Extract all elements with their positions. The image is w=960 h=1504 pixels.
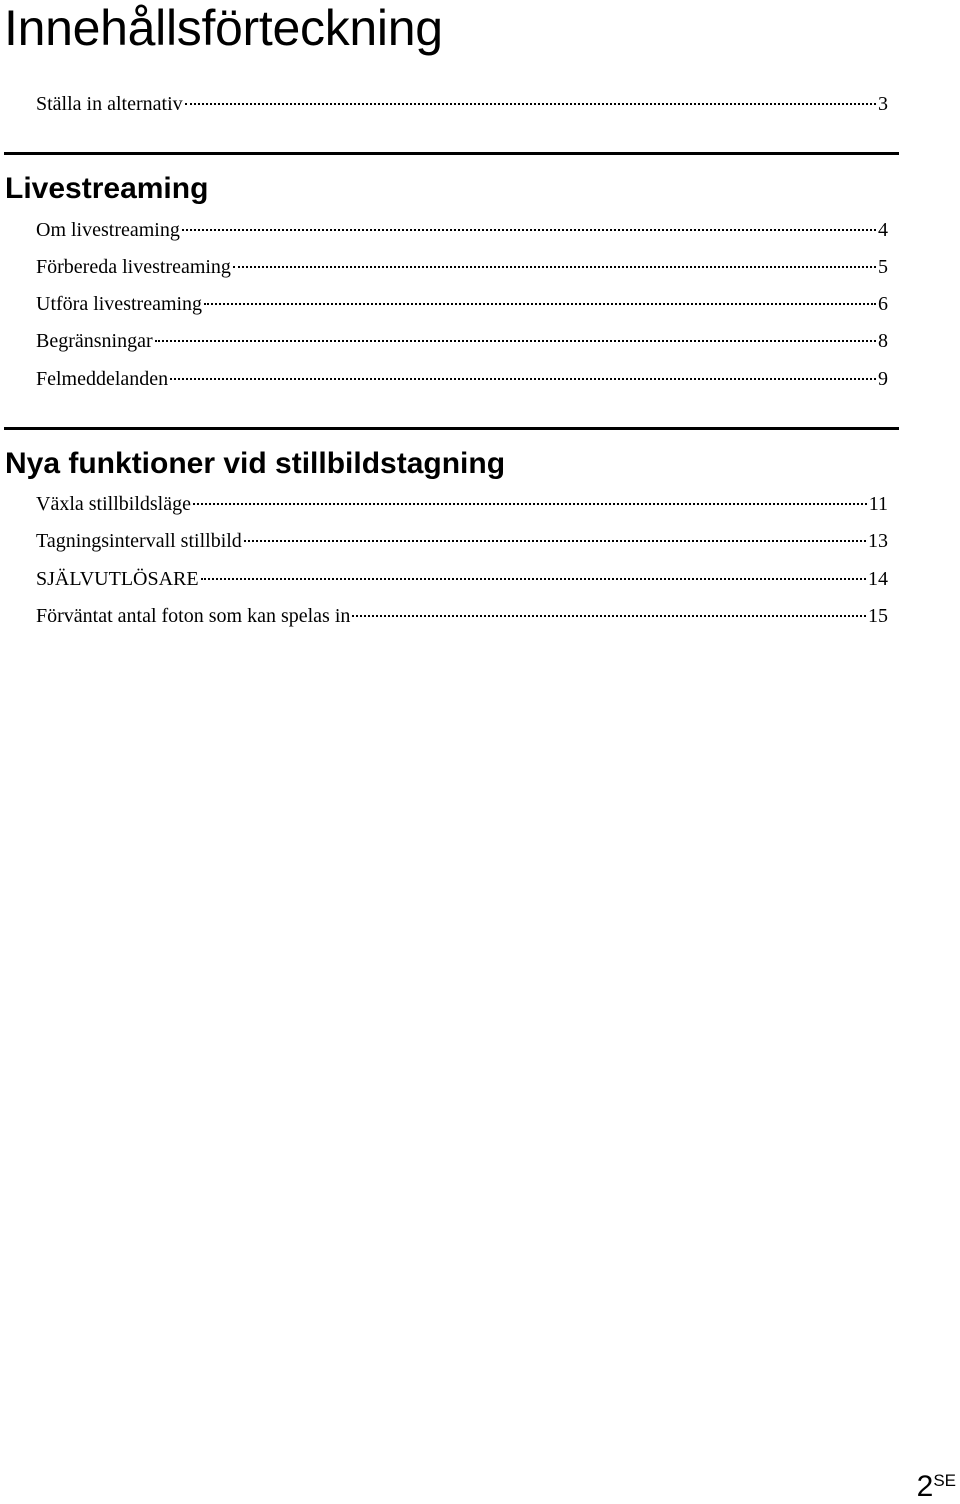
toc-entry-label: Förväntat antal foton som kan spelas in [36, 605, 351, 627]
page-title: Innehållsförteckning [4, 0, 443, 56]
section-divider [4, 427, 899, 430]
toc-entry-page-number: 14 [868, 568, 888, 590]
toc-entry-label: Begränsningar [36, 330, 153, 352]
toc-entry-utfora-livestreaming[interactable] [36, 289, 888, 319]
dot-leader [182, 229, 876, 231]
page-number-value: 2 [916, 1470, 934, 1503]
toc-entry-page-number: 9 [878, 368, 888, 390]
language-suffix: SE [933, 1471, 956, 1490]
toc-entry-felmeddelanden[interactable] [36, 364, 888, 394]
toc-entry-label: Utföra livestreaming [36, 293, 203, 315]
dot-leader [204, 303, 876, 305]
toc-entry-sjalvutlosare[interactable] [36, 564, 888, 594]
toc-entry-vaxla-stillbildslage[interactable] [36, 489, 888, 519]
dot-leader [201, 578, 866, 580]
dot-leader [170, 378, 876, 380]
section-heading-stillbildstagning: Nya funktioner vid stillbildstagning [5, 447, 506, 480]
dot-leader [233, 266, 876, 268]
dot-leader [352, 615, 866, 617]
toc-entry-label: SJÄLVUTLÖSARE [36, 568, 199, 590]
toc-entry-om-livestreaming[interactable] [36, 215, 888, 245]
dot-leader [155, 340, 876, 342]
toc-entry-page-number: 11 [868, 493, 888, 515]
page-number [917, 1470, 956, 1504]
toc-entry-tagningsintervall-stillbild[interactable] [36, 526, 888, 556]
dot-leader [185, 103, 876, 105]
toc-entry-forvantat-antal-foton[interactable] [36, 601, 888, 631]
toc-entry-label: Tagningsintervall stillbild [36, 530, 242, 552]
toc-entry-begransningar[interactable] [36, 326, 888, 356]
toc-entry-page-number: 15 [868, 605, 888, 627]
toc-entry-label: Felmeddelanden [36, 368, 169, 390]
section-heading-livestreaming: Livestreaming [5, 172, 209, 205]
toc-entry-page-number: 3 [878, 93, 888, 115]
section-divider [4, 152, 899, 155]
toc-entry-page-number: 4 [878, 219, 888, 241]
toc-entry-label: Om livestreaming [36, 219, 180, 241]
toc-entry-page-number: 5 [878, 256, 888, 278]
dot-leader [193, 503, 867, 505]
toc-entry-label: Växla stillbildsläge [36, 493, 191, 515]
dot-leader [244, 540, 866, 542]
toc-entry-page-number: 8 [878, 330, 888, 352]
toc-entry-label: Förbereda livestreaming [36, 256, 231, 278]
toc-entry-label: Ställa in alternativ [36, 93, 183, 115]
toc-entry-page-number: 6 [878, 293, 888, 315]
toc-entry-stalla-in-alternativ[interactable] [36, 89, 888, 119]
toc-entry-forbereda-livestreaming[interactable] [36, 252, 888, 282]
toc-entry-page-number: 13 [868, 530, 888, 552]
